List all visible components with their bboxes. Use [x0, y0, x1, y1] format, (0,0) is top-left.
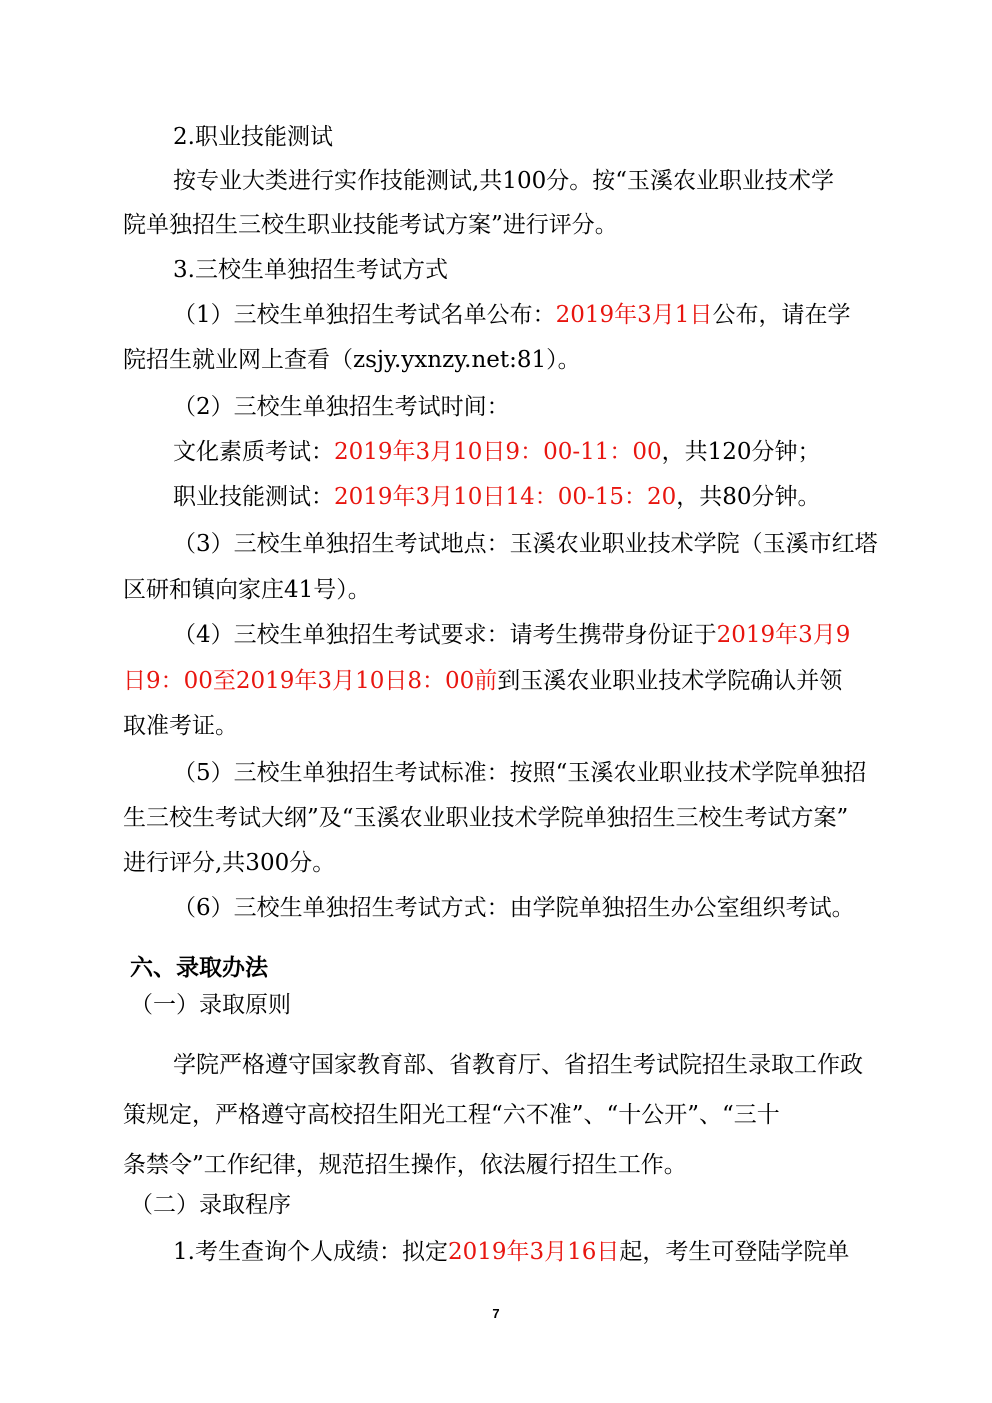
paragraph-line: 院单独招生三校生职业技能考试方案”进行评分。: [123, 212, 618, 238]
paragraph-line: 按专业大类进行实作技能测试,共100分。按“玉溪农业职业技术学: [173, 168, 834, 194]
text: 1.考生查询个人成绩：拟定: [173, 1239, 448, 1265]
highlight-date: 2019年3月10日9：00-11：00: [334, 439, 662, 465]
paragraph-line: 进行评分,共300分。: [123, 850, 336, 876]
highlight-date: 2019年3月1日: [555, 302, 713, 328]
paragraph-line: 策规定，严格遵守高校招生阳光工程“六不准”、“十公开”、“三十: [123, 1102, 780, 1128]
highlight-date: 日9：00至2019年3月10日8：00前: [123, 668, 498, 694]
highlight-date: 2019年3月16日: [447, 1239, 620, 1265]
paragraph-line: 生三校生考试大纲”及“玉溪农业职业技术学院单独招生三校生考试方案”: [123, 805, 849, 831]
subsection-heading: （二）录取程序: [130, 1192, 291, 1218]
paragraph-line: 学院严格遵守国家教育部、省教育厅、省招生考试院招生录取工作政: [173, 1052, 863, 1078]
highlight-date: 2019年3月10日14：00-15：20: [334, 484, 677, 510]
paragraph-line: [173, 620, 850, 650]
paragraph-line: （5）三校生单独招生考试标准：按照“玉溪农业职业技术学院单独招: [173, 760, 867, 786]
text: （4）三校生单独招生考试要求：请考生携带身份证于: [173, 622, 717, 648]
paragraph-line: 院招生就业网上查看（zsjy.yxnzy.net:81）。: [123, 347, 581, 373]
text: 起，考生可登陆学院单: [619, 1239, 850, 1265]
text: 文化素质考试：: [173, 439, 334, 465]
paragraph-line: [173, 1237, 849, 1267]
subsection-heading: （一）录取原则: [130, 992, 291, 1018]
paragraph-line: 区研和镇向家庄41号）。: [123, 577, 371, 603]
page-number: 7: [492, 1306, 500, 1321]
paragraph-line: [173, 437, 821, 467]
paragraph-line: [173, 482, 821, 512]
text: 职业技能测试：: [173, 484, 334, 510]
text: （1）三校生单独招生考试名单公布：: [173, 302, 556, 328]
paragraph-line: （2）三校生单独招生考试时间：: [173, 394, 510, 420]
section-heading: 六、录取办法: [130, 954, 268, 981]
paragraph-line: 条禁令”工作纪律，规范招生操作，依法履行招生工作。: [123, 1152, 687, 1178]
text: 到玉溪农业职业技术学院确认并领: [497, 668, 843, 694]
text: ，共120分钟；: [661, 439, 821, 465]
paragraph-line: [173, 300, 850, 330]
paragraph-line: 取准考证。: [123, 713, 238, 739]
text: ，共80分钟。: [676, 484, 821, 510]
paragraph-line: （6）三校生单独招生考试方式：由学院单独招生办公室组织考试。: [173, 895, 855, 921]
text: 公布，请在学: [712, 302, 851, 328]
paragraph-line: [123, 666, 842, 696]
paragraph-line: （3）三校生单独招生考试地点：玉溪农业职业技术学院（玉溪市红塔: [173, 531, 878, 557]
highlight-date: 2019年3月9: [716, 622, 851, 648]
item-exam-method: 3.三校生单独招生考试方式: [173, 257, 448, 283]
item-vocational-skill-test: 2.职业技能测试: [173, 124, 333, 150]
